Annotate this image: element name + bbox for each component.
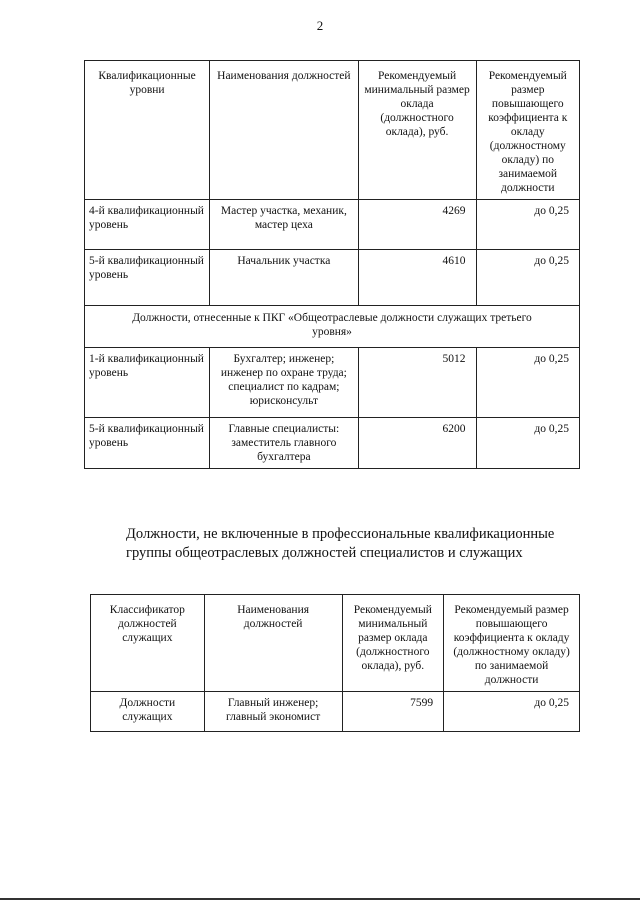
cell-salary: 5012 xyxy=(358,348,476,418)
cell-coefficient: до 0,25 xyxy=(444,692,580,732)
table-row xyxy=(85,348,580,418)
header-min-salary: Рекомендуемый минимальный размер оклада (должностного оклада), руб. xyxy=(358,61,476,200)
header-position-names: Наименования должностей xyxy=(210,61,358,200)
table-row xyxy=(91,692,580,732)
bottom-rule xyxy=(0,898,640,900)
header-min-salary: Рекомендуемый минимальный размер оклада (должностного оклада), руб. xyxy=(342,595,444,692)
cell-positions: Главный инженер; главный экономист xyxy=(204,692,342,732)
table-header-row xyxy=(85,61,580,200)
header-qualification-levels: Квалификационные уровни xyxy=(85,61,210,200)
cell-positions: Бухгалтер; инженер; инженер по охране труда; специалист по кадрам; юрисконсульт xyxy=(210,348,358,418)
cell-level: 4-й квалификационный уровень xyxy=(85,200,210,250)
cell-coefficient: до 0,25 xyxy=(476,348,579,418)
cell-coefficient: до 0,25 xyxy=(476,200,579,250)
page-number: 2 xyxy=(316,18,324,33)
cell-level: 5-й квалификационный уровень xyxy=(85,250,210,306)
header-classifier: Классификатор должностей служащих xyxy=(91,595,205,692)
table-row xyxy=(85,418,580,469)
table-row xyxy=(85,250,580,306)
section-header: Должности, отнесенные к ПКГ «Общеотраслевые должности служащих третьего уровня» xyxy=(85,306,580,348)
cell-coefficient: до 0,25 xyxy=(476,250,579,306)
section-title: Должности, не включенные в профессиональные квалификационные группы общеотраслевых должностей специалистов и служащих xyxy=(126,526,555,561)
cell-level: 1-й квалификационный уровень xyxy=(85,348,210,418)
header-position-names: Наименования должностей xyxy=(204,595,342,692)
cell-coefficient: до 0,25 xyxy=(476,418,579,469)
cell-salary: 4269 xyxy=(358,200,476,250)
cell-salary: 4610 xyxy=(358,250,476,306)
table-row xyxy=(85,200,580,250)
cell-level: 5-й квалификационный уровень xyxy=(85,418,210,469)
header-coefficient: Рекомендуемый размер повышающего коэффициента к окладу (должностному окладу) по занимаемой должности xyxy=(476,61,579,200)
table-header-row xyxy=(91,595,580,692)
cell-salary: 7599 xyxy=(342,692,444,732)
cell-positions: Начальник участка xyxy=(210,250,358,306)
other-positions-table xyxy=(90,594,580,732)
cell-positions: Мастер участка, механик, мастер цеха xyxy=(210,200,358,250)
cell-classifier: Должности служащих xyxy=(91,692,205,732)
qualification-table xyxy=(84,60,580,469)
header-coefficient: Рекомендуемый размер повышающего коэффициента к окладу (должностному окладу) по занимаемой должности xyxy=(444,595,580,692)
cell-positions: Главные специалисты: заместитель главного бухгалтера xyxy=(210,418,358,469)
section-header-row xyxy=(85,306,580,348)
cell-salary: 6200 xyxy=(358,418,476,469)
